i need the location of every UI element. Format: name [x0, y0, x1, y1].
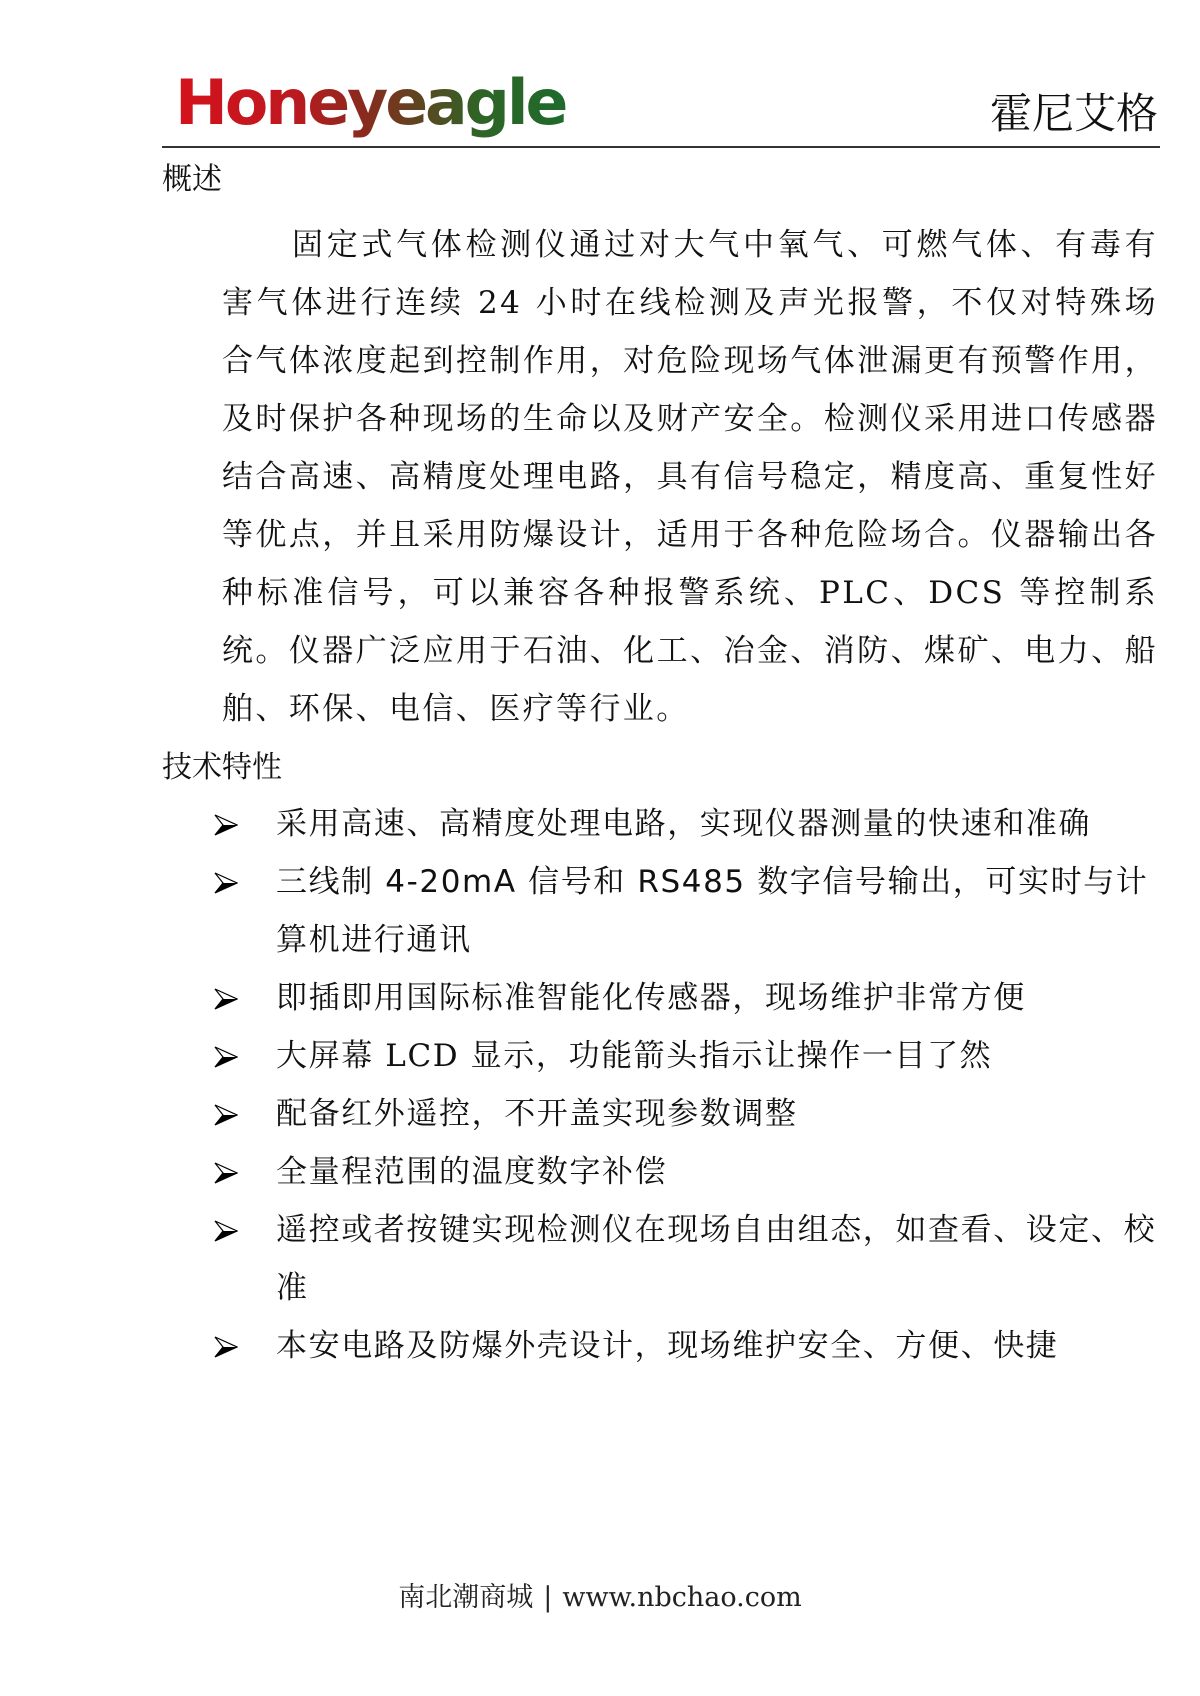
feature-text-protocol: RS485	[637, 864, 746, 900]
feature-item	[212, 1143, 1160, 1201]
feature-item	[212, 795, 1160, 853]
arrow-bullet-icon	[214, 872, 238, 894]
feature-text: 配备红外遥控，不开盖实现参数调整	[276, 1096, 798, 1132]
feature-text: 大屏幕 LCD 显示，功能箭头指示让操作一目了然	[276, 1038, 993, 1074]
footer-url-link[interactable]: www.nbchao.com	[562, 1582, 802, 1613]
arrow-bullet-icon	[214, 988, 238, 1010]
feature-text: 三线制	[276, 864, 386, 900]
feature-text: 信号和	[516, 864, 638, 900]
feature-text: 即插即用国际标准智能化传感器，现场维护非常方便	[276, 980, 1026, 1016]
feature-item	[212, 1201, 1160, 1317]
footer-site-name: 南北潮商城	[398, 1582, 534, 1613]
feature-item	[212, 853, 1160, 969]
honeyeagle-logo: Honeyeagle	[175, 66, 566, 139]
feature-text-signal: 4-20mA	[385, 864, 517, 900]
feature-item	[212, 1085, 1160, 1143]
feature-text: 遥控或者按键实现检测仪在现场自由组态，如查看、设定、校准	[276, 1212, 1157, 1306]
arrow-bullet-icon	[214, 1046, 238, 1068]
header-divider	[162, 146, 1160, 148]
arrow-bullet-icon	[214, 1336, 238, 1358]
arrow-bullet-icon	[214, 1104, 238, 1126]
arrow-bullet-icon	[214, 1220, 238, 1242]
feature-item	[212, 1317, 1160, 1375]
overview-paragraph: 固定式气体检测仪通过对大气中氧气、可燃气体、有毒有害气体进行连续 24 小时在线检测及声光报警，不仅对特殊场合气体浓度起到控制作用，对危险现场气体泄漏更有预警作用，及时保护各种现场的生命以及财产安全。检测仪采用进口传感器结合高速、高精度处理电路，具有信号稳定，精度高、重复性好等优点，并且采用防爆设计，适用于各种危险场合。仪器输出各种标准信号，可以兼容各种报警系统、PLC、DCS 等控制系统。仪器广泛应用于石油、化工、冶金、消防、煤矿、电力、船舶、环保、电信、医疗等行业。	[222, 227, 1158, 727]
feature-item	[212, 1027, 1160, 1085]
feature-text: 采用高速、高精度处理电路，实现仪器测量的快速和准确	[276, 806, 1091, 842]
feature-text: 本安电路及防爆外壳设计，现场维护安全、方便、快捷	[276, 1328, 1059, 1364]
page-footer	[0, 1580, 1200, 1616]
features-list	[212, 795, 1160, 1375]
features-heading: 技术特性	[162, 750, 282, 785]
footer-separator: |	[543, 1582, 553, 1613]
feature-item	[212, 969, 1160, 1027]
arrow-bullet-icon	[214, 1162, 238, 1184]
overview-heading: 概述	[162, 162, 222, 197]
feature-text: 全量程范围的温度数字补偿	[276, 1154, 668, 1190]
arrow-bullet-icon	[214, 814, 238, 836]
feature-text: 数字信号输出，可实时与计算机进行通讯	[276, 864, 1149, 958]
brand-name-cn: 霍尼艾格	[989, 89, 1158, 138]
